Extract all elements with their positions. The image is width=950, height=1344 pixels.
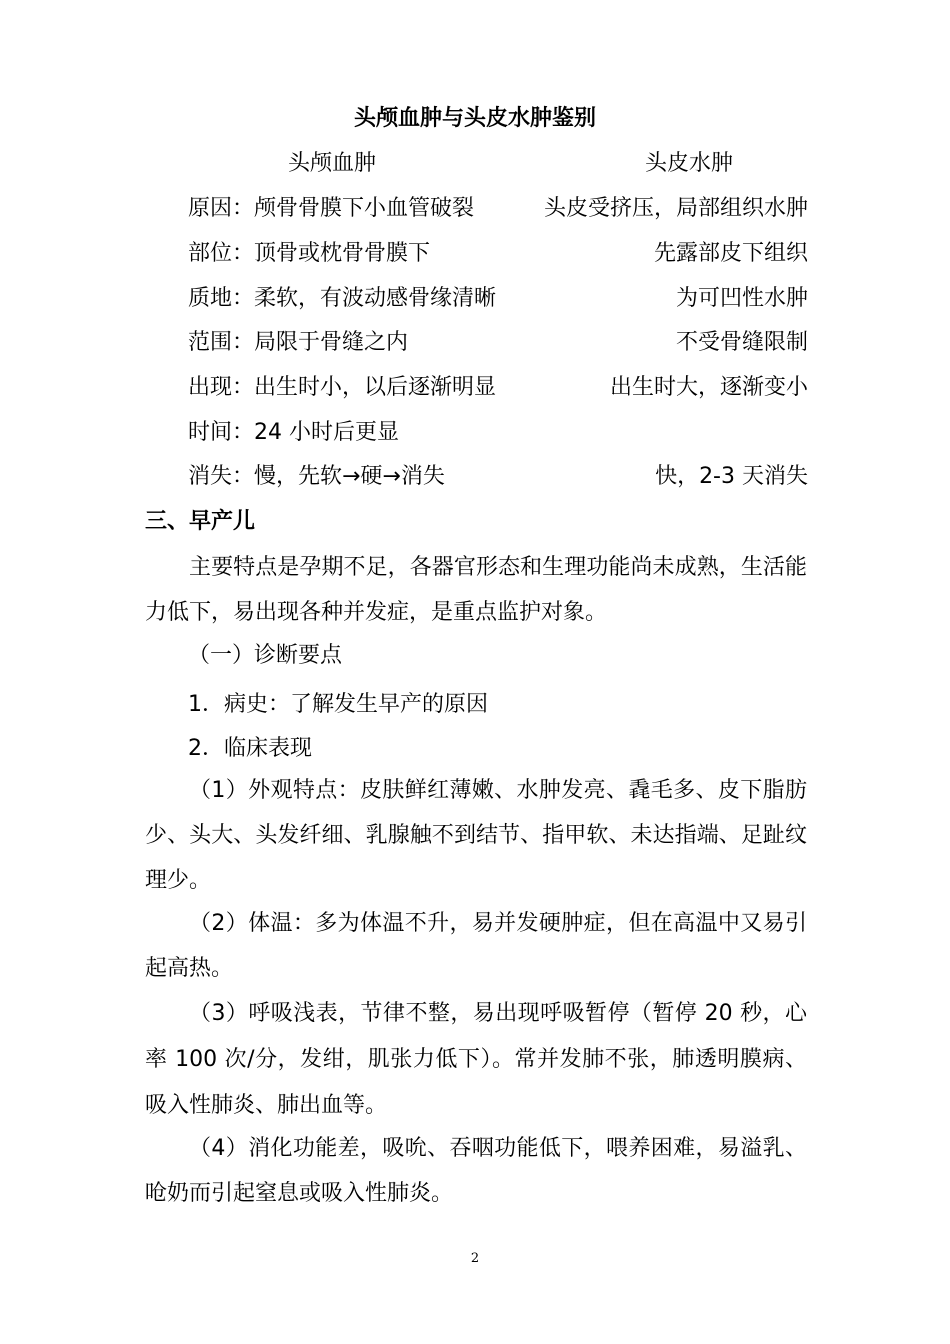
comparison-row	[188, 373, 808, 403]
row-right-cell: 不受骨缝限制	[675, 330, 808, 355]
comparison-row	[188, 328, 808, 358]
row-right-cell: 快，2-3 天消失	[655, 464, 808, 489]
comparison-row	[188, 462, 808, 492]
document-title: 头颅血肿与头皮水肿鉴别	[353, 106, 596, 131]
row-left-cell: 时间：24 小时后更显	[188, 420, 399, 445]
row-left-cell: 消失：慢，先软→硬→消失	[188, 464, 445, 489]
point-paragraph: （2）体温：多为体温不升，易并发硬肿症，但在高温中又易引起高热。	[145, 911, 807, 981]
comparison-row	[188, 284, 808, 314]
point-paragraph: （3）呼吸浅表，节律不整，易出现呼吸暂停（暂停 20 秒，心率 100 次/分，发绀，肌张力低下）。常并发肺不张，肺透明膜病、吸入性肺炎、肺出血等。	[145, 1001, 807, 1118]
section-heading: 三、早产儿	[145, 509, 256, 534]
list-item-history: 1．病史：了解发生早产的原因	[188, 692, 488, 717]
row-right-cell: 出生时大，逐渐变小	[609, 375, 808, 400]
row-right-cell: 为可凹性水肿	[675, 286, 808, 311]
row-right-cell: 先露部皮下组织	[653, 241, 808, 266]
point-paragraph: （4）消化功能差，吸吮、吞咽功能低下，喂养困难，易溢乳、呛奶而引起窒息或吸入性肺炎。	[145, 1136, 807, 1206]
row-left-cell: 出现：出生时小，以后逐渐明显	[188, 375, 497, 400]
row-left-cell: 质地：柔软，有波动感骨缘清晰	[188, 286, 497, 311]
subheading: （一）诊断要点	[188, 643, 343, 668]
row-left-cell: 范围：局限于骨缝之内	[188, 330, 409, 355]
row-right-cell: 头皮受挤压，局部组织水肿	[543, 196, 808, 221]
column-header-right: 头皮水肿	[645, 151, 734, 176]
row-left-cell: 部位：顶骨或枕骨骨膜下	[188, 241, 431, 266]
point-paragraph: （1）外观特点：皮肤鲜红薄嫩、水肿发亮、毳毛多、皮下脂肪少、头大、头发纤细、乳腺触不到结节、指甲软、未达指端、足趾纹理少。	[145, 778, 807, 893]
intro-paragraph: 主要特点是孕期不足，各器官形态和生理功能尚未成熟，生活能力低下，易出现各种并发症，是重点监护对象。	[145, 555, 807, 625]
comparison-row	[188, 239, 808, 269]
page-number: 2	[470, 1251, 480, 1266]
comparison-row	[188, 194, 808, 224]
list-item-clinical: 2．临床表现	[188, 736, 312, 761]
comparison-row	[188, 418, 808, 448]
row-left-cell: 原因：颅骨骨膜下小血管破裂	[188, 196, 475, 221]
column-header-left: 头颅血肿	[288, 151, 377, 176]
